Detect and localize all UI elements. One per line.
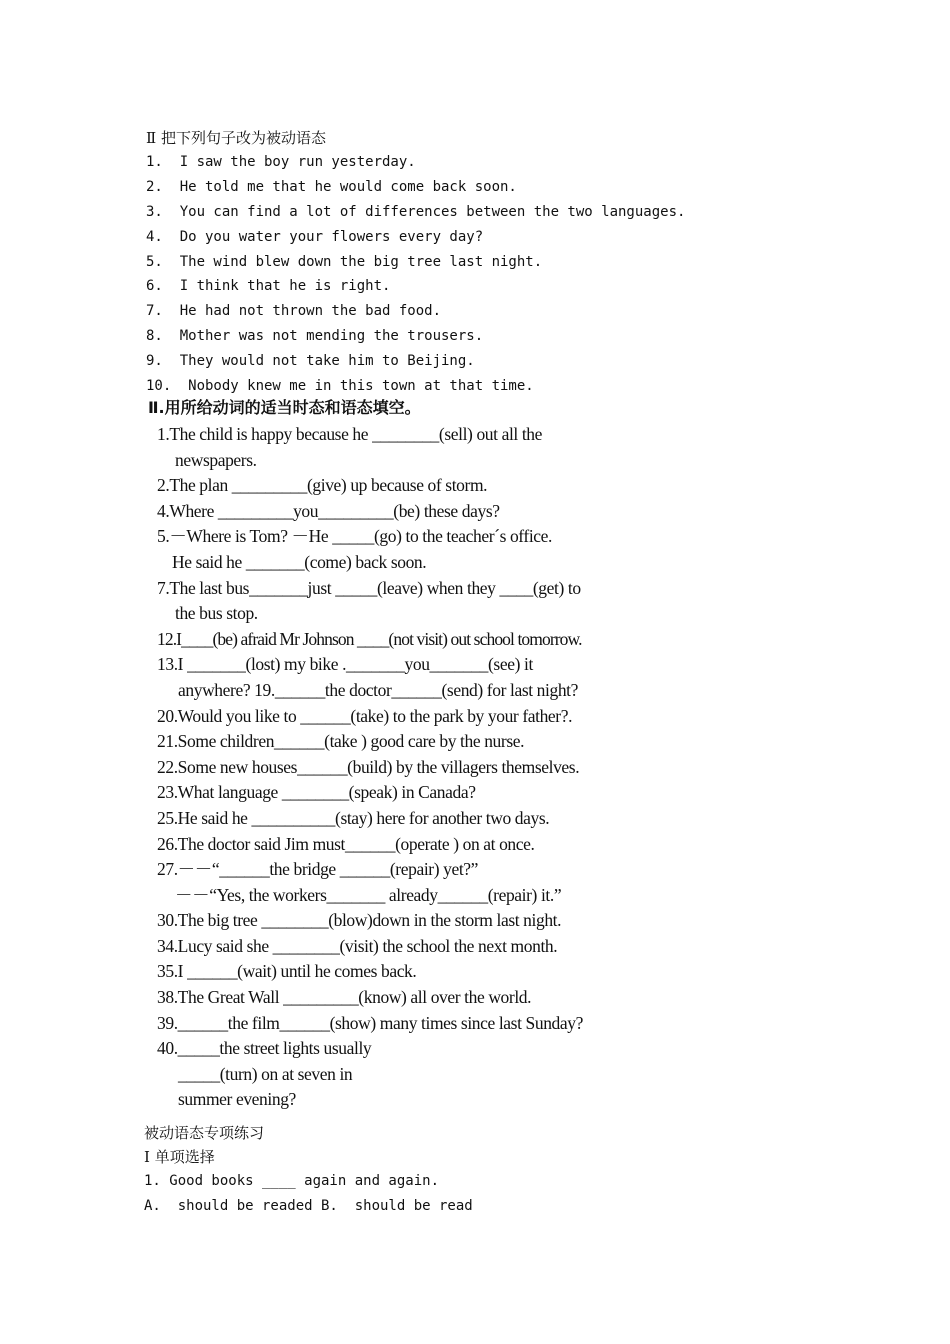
section-title: 被动语态专项练习 <box>144 1124 265 1142</box>
section-subheading: Ⅰ 单项选择 <box>144 1148 215 1166</box>
fill-in-line: 26.The doctor said Jim must______(operate ) on at once. <box>157 833 535 854</box>
fill-in-line: 5.－Where is Tom? －He _____(go) to the teacher´s office. <box>157 526 553 547</box>
fill-in-line: He said he _______(come) back soon. <box>172 551 427 572</box>
section-heading: Ⅱ 把下列句子改为被动语态 <box>146 129 326 147</box>
fill-in-section <box>148 394 618 1113</box>
exercise-item: 5. The wind blew down the big tree last night. <box>146 253 543 270</box>
answer-options: A. should be readed B. should be read <box>144 1198 473 1214</box>
fill-in-line: 1.The child is happy because he ________(sell) out all the <box>157 424 543 444</box>
fill-in-line: anywhere? 19.______the doctor______(send) for last night? <box>178 679 579 700</box>
fill-in-line: 39.______the film______(show) many times since last Sunday? <box>157 1012 583 1033</box>
fill-in-line: newspapers. <box>175 449 257 470</box>
fill-in-line: －－“Yes, the workers_______ already______(repair) it.” <box>175 884 562 905</box>
fill-in-line: 27.－－“______the bridge ______(repair) yet?” <box>157 859 479 880</box>
fill-in-line: _____(turn) on at seven in <box>178 1063 353 1084</box>
exercise-item: 1. I saw the boy run yesterday. <box>146 154 416 170</box>
fill-in-line: 13.I _______(lost) my bike ._______you_______(see) it <box>157 654 533 675</box>
fill-in-line: 38.The Great Wall _________(know) all over the world. <box>157 987 532 1008</box>
exercise-item: 3. You can find a lot of differences between the two languages. <box>146 203 686 220</box>
fill-in-line: 22.Some new houses______(build) by the villagers themselves. <box>157 756 580 777</box>
exercise-item: 10. Nobody knew me in this town at that time. <box>146 378 534 395</box>
fill-in-line: 2.The plan _________(give) up because of storm. <box>157 475 488 496</box>
fill-in-line: 4.Where _________you_________(be) these days? <box>157 500 500 521</box>
section-heading: Ⅱ.用所给动词的适当时态和语态填空。 <box>148 398 421 417</box>
fill-in-line: 7.The last bus_______just _____(leave) when they ____(get) to <box>157 577 581 598</box>
exercise-item: 7. He had not thrown the bad food. <box>146 303 442 320</box>
fill-in-line: summer evening? <box>178 1089 296 1110</box>
passive-rewrite-section <box>146 126 846 399</box>
fill-in-line: 30.The big tree ________(blow)down in the storm last night. <box>157 910 562 931</box>
fill-in-line: 35.I ______(wait) until he comes back. <box>157 961 417 982</box>
fill-in-line: 40._____the street lights usually <box>157 1038 372 1059</box>
fill-in-line: 12.I____(be) afraid Mr Johnson ____(not visit) out school tomorrow. <box>157 628 582 649</box>
fill-in-line: 20.Would you like to ______(take) to the park by your father?. <box>157 705 573 726</box>
exercise-item: 2. He told me that he would come back soon. <box>146 178 517 195</box>
fill-in-line: the bus stop. <box>175 603 258 624</box>
exercise-item: 8. Mother was not mending the trousers. <box>146 328 484 345</box>
fill-in-line: 34.Lucy said she ________(visit) the school the next month. <box>157 935 558 956</box>
fill-in-line: 25.He said he __________(stay) here for another two days. <box>157 807 550 828</box>
exercise-item: 6. I think that he is right. <box>146 278 391 295</box>
exercise-item: 4. Do you water your flowers every day? <box>146 228 484 245</box>
question-item: 1. Good books ____ again and again. <box>144 1173 440 1189</box>
multiple-choice-section <box>144 1121 844 1219</box>
exercise-item: 9. They would not take him to Beijing. <box>146 353 475 370</box>
fill-in-line: 21.Some children______(take ) good care by the nurse. <box>157 731 525 752</box>
fill-in-line: 23.What language ________(speak) in Canada? <box>157 782 476 803</box>
